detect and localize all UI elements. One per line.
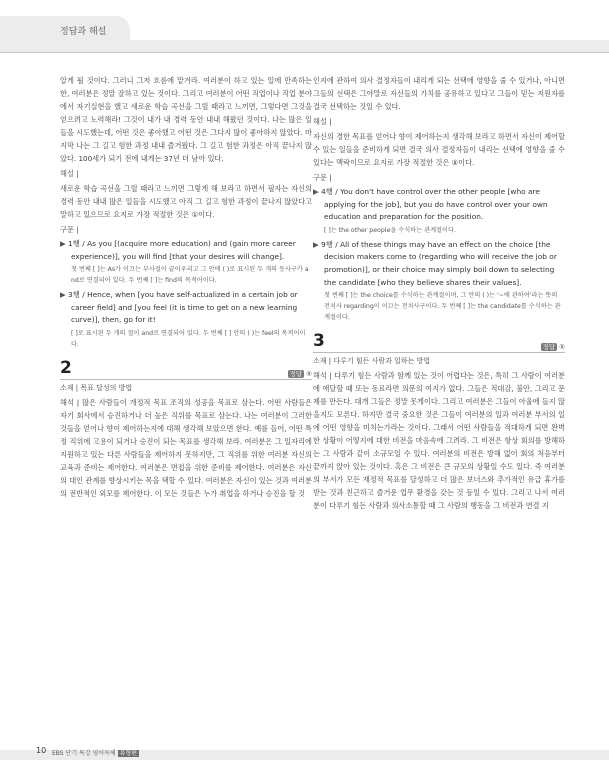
syntax-note: [ ]는 the other people을 수식하는 관계절이다.: [324, 226, 456, 234]
left-column: [60, 74, 312, 503]
topic-label: 소재 | 목표 달성의 방법: [60, 383, 133, 392]
syntax-sentence: ▶ 3행 / Hence, when [you have self-actualized in a certain job or career field] and [you feel (it is time to get on a new learning curve)], then, go for it!: [60, 290, 298, 325]
arrow-icon: ▶: [60, 239, 69, 248]
syntax-note: 첫 번째 [ ]는 As가 이끄는 부사절이 끝어우리고 그 안에 ( )로 표시된 두 개의 동사구가 and로 연결되어 있다. 두 번째 [ ]는 find의 목적어이다.: [71, 266, 309, 285]
book-title: EBS 단기 특강 영어독해 유형편: [52, 750, 138, 757]
translation-paragraph: 인지에 관하여 의사 결정자들이 내리게 되는 선택에 영향을 줄 수 있거나, 아니면 그들의 선택은 그야말로 자신들의 가치를 공유하고 있다고 그들이 믿는 지원자를 결국 선택하는 것일 수 있다.: [313, 76, 565, 111]
explanation-heading: 해설 |: [60, 169, 79, 178]
syntax-sentence: ▶ 1행 / As you [(acquire more education) and (gain more career experience)], you will find [that your desires will change].: [60, 239, 296, 261]
translation-paragraph: 해석 | 많은 사람들이 개정적 목표 조직의 성공을 목표로 삼는다. 어떤 사람들은 자기 회사에서 승진하거나 더 높은 직위를 목표로 삼는다. 나는 여러분이 그러한 것들을 얻어나 향이 제어하는지에 대해 생각해 보았으면 한다. 예를 들어, 어떤 특정 직위에 고용이 되거나 승진이 되는 목표를 생각해 보라. 여러분은 그 일자리에 지원하고 있는 다른 사람들을 제어하지 못하지만, 그 직위를 위한 여러분 자신의 교육과 준비는 제어한다. 여러분은 면접을 위한 준비를 제어한다. 여러분은 자신의 대인 관계를 향상시키는 목을 택할 수 있다. 여러분은 자신이 있는 것과 여러분의 전반적인 외모를 제어한다. 이 모든 것들은 누가 취업을 하거나 승진을 할 것: [60, 397, 312, 498]
arrow-icon: ▶: [313, 187, 322, 196]
page-footer: [0, 740, 609, 762]
right-column: [313, 74, 565, 515]
syntax-heading: 구문 |: [60, 225, 79, 234]
page-header: [0, 0, 609, 52]
arrow-icon: ▶: [313, 239, 322, 249]
answer-badge: 정답 ⑤: [542, 343, 565, 352]
syntax-sentence: ▶ 4행 / You don't have control over the other people [who are applying for the job], but you do have control over your own education and preparation for the position.: [313, 187, 548, 222]
explanation-paragraph: 새로운 학습 곡선을 그릴 때라고 느끼면 그렇게 해 보라고 하면서 필자는 자신의 경력 동안 내내 많은 일들을 시도했고 아직 그 길고 험한 과정이 끝나지 않았다고 말하고 있으므로 요지로 가장 적절한 것은 ①이다.: [60, 184, 312, 219]
explanation-paragraph: 자신의 경한 목표를 얻어나 향이 제어하는지 생각해 보라고 하면서 자신이 제어할 수 있는 일들을 준비하게 되면 결국 의사 결정자들이 내리는 선택에 영향을 줄 수 있다는 맥락이므로 요지로 가장 적절한 것은 ⑤이다.: [313, 132, 565, 167]
question-number: 2 정답 ⑤: [60, 358, 312, 378]
page-number: 10: [36, 746, 47, 755]
answer-badge: 정답 ⑤: [289, 369, 312, 378]
question-number: 3 정답 ⑤: [313, 331, 565, 351]
topic-label: 소재 | 다루기 힘든 사람과 일하는 방법: [313, 357, 431, 366]
section-title: 정답과 해설: [60, 27, 107, 37]
translation-paragraph: 해석 | 다루기 힘든 사람과 함께 있는 것이 어렵다는 것은, 특히 그 사람이 여러분에 애달할 때 또는 동료라면 의문의 여지가 없다. 그들은 적대감, 불안, 그리고 문제를 만든다. 대개 그들은 정말 못게이다. 그리고 여러분은 그들이 아울에 들지 않을지도 모른다. 하지만 결국 중요한 것은 그들이 여러분의 일과 여러분 부서의 일에 어떤 영향을 미치는가라는 것이다. 그래서 어떤 사람들을 적대하게 되면 완벽한 상황이 어떻지에 대한 비전을 마음속에 그려라. 그 비전은 항상 회의를 방해하는 그 사람과 같이 소규모일 수 있다. 여러분의 비전은 방해 없이 회의 처음부터 끝까지 앉아 있는 것이다. 혹은 그 비전은 큰 규모의 상황일 수도 있다. 즉 여러분의 부서가 모든 재정적 목표를 달성하고 더 많은 보너스와 추가적인 유급 휴가를 받는 것과 친근하고 즐거운 업무 환경을 갖는 것 등일 수 있다. 그리고 나서 여러분이 다루기 힘든 사람과 의사소통할 때 그 사람의 행동을 그 비전과 연결 지: [313, 371, 565, 511]
translation-paragraph: 알게 될 것이다. 그러니 그저 흐름에 맡겨라. 여러분이 하고 있는 일에 만족하는 한, 여러분은 정말 잘하고 있는 것이다. 그리고 여러분이 어떤 직업이나 직업 분야에서 자기실현을 했고 새로운 학습 곡선을 그릴 때라고 느끼면, 그렇다면 그것을 얻으려고 노력해라! 그것이 내가 내 경력 동안 내내 해왔던 것이다. 나는 많은 일들을 시도했는데, 어떤 것은 좋아했고 어떤 것은 그다지 많이 좋아하지 않았다. 마지막 나는 그 길고 험한 과정 내내 즐거웠다. 그 길고 험한 과정은 아직 끝나지 않았다. 100세가 되기 전에 내게는 37년 더 남아 있다.: [60, 76, 312, 163]
arrow-icon: ▶: [60, 290, 69, 300]
explanation-heading: 해설 |: [313, 117, 332, 126]
syntax-note: 첫 번째 [ ]는 the choice를 수식하는 관계절이며, 그 안의 ( )는 '~에 관하여'라는 뜻의 전치사 regarding이 이끄는 전치사구이다. 두 번째 [ ]는 the candidate를 수식하는 관계절이다.: [324, 292, 561, 322]
syntax-sentence: ▶ 9행 / All of these things may have an effect on the choice [the decision makers come to (regarding who will receive the job or promotion)], or their choice may simply boil down to selecting the candidate [who they believe shares their values].: [313, 239, 557, 287]
syntax-heading: 구문 |: [313, 173, 332, 182]
syntax-note: [ ]로 표시된 두 개의 절이 and로 연결되어 있다. 두 번째 [ ] 안의 ( )는 feel의 목적어이다.: [71, 329, 306, 348]
